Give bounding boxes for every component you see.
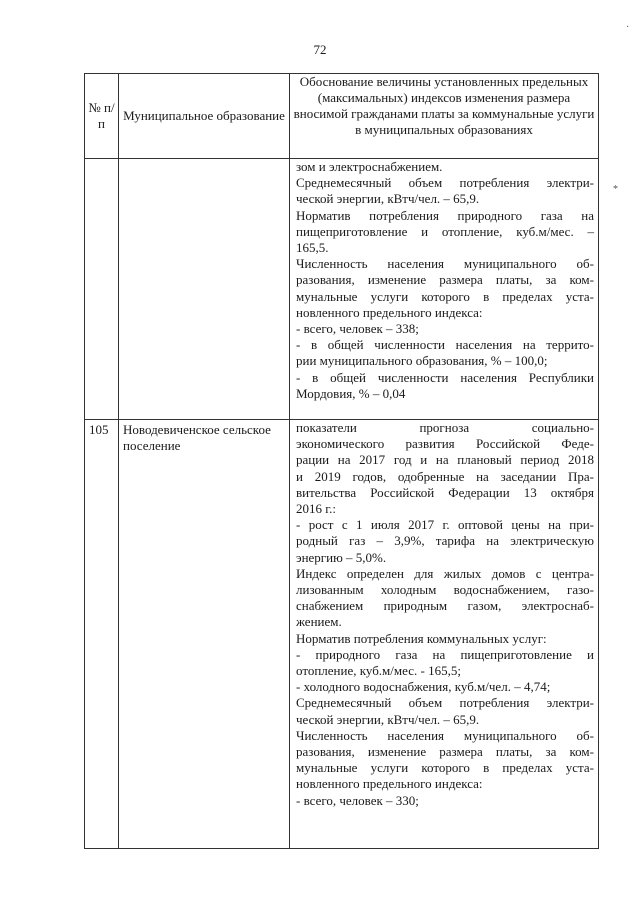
text-line: жением. (296, 614, 342, 630)
text-line: снабжением природным газом, электроснаб- (296, 598, 594, 614)
text-line: рии муниципального образования, % – 100,0; (296, 353, 548, 369)
text-line: зом и электроснабжением. (296, 159, 443, 174)
indices-table (84, 73, 599, 849)
text-line: 165,5. (296, 240, 329, 256)
scan-speck: * (613, 184, 618, 195)
text-line: - природного газа на пищеприготовление и (296, 646, 594, 662)
text-line: Мордовия, % – 0,04 (296, 385, 406, 401)
text-line: ческой энергии, кВтч/чел. – 65,9. (296, 191, 480, 207)
row-municipality (119, 159, 290, 420)
text-line: отопление, куб.м/мес. - 165,5; (296, 663, 461, 679)
text-line: разования, изменение размера платы, за ком- (296, 744, 594, 760)
header-municipality (119, 74, 290, 159)
text-line: Норматив потребления коммунальных услуг: (296, 630, 547, 646)
scan-speck: · (626, 22, 630, 33)
text-line: рации на 2017 год и на плановый период 2018 (296, 452, 594, 468)
text-line: новленного предельного индекса: (296, 776, 483, 792)
text-line: мунальные услуги которого в пределах уста- (296, 760, 594, 776)
text-line: Индекс определен для жилых домов с центра- (296, 565, 594, 581)
text-line: и 2019 годов, одобренные на заседании Пра- (296, 468, 594, 484)
page-number: 72 (313, 42, 327, 57)
header-municipality-label: Муниципальное образование (123, 108, 285, 123)
text-line: Численность населения муниципального об- (296, 727, 594, 743)
text-line: Среднемесячный объем потребления электри- (296, 695, 594, 711)
text-line: - в общей численности населения на террито- (296, 337, 594, 353)
text-line: - всего, человек – 330; (296, 792, 419, 808)
text-line: - всего, человек – 338; (296, 321, 419, 337)
header-justification: Обоснование величины установленных предельных (максимальных) индексов изменения размера вносимой гражданами платы за коммунальные услуги в муниципальных образованиях (290, 74, 599, 159)
row-justification (290, 159, 599, 420)
text-line: лизованным холодным водоснабжением, газо- (296, 582, 594, 598)
text-line: показатели прогноза социально- (296, 420, 594, 435)
text-line: разования, изменение размера платы, за ком- (296, 272, 594, 288)
table-row (85, 159, 599, 420)
row-justification (290, 420, 599, 849)
text-line: мунальные услуги которого в пределах уста- (296, 288, 594, 304)
header-num-label: № п/п (88, 100, 115, 131)
text-line: родный газ – 3,9%, тарифа на электрическую (296, 533, 594, 549)
text-line: - холодного водоснабжения, куб.м/чел. – 4,74; (296, 679, 551, 695)
text-line: Численность населения муниципального об- (296, 256, 594, 272)
table-row (85, 420, 599, 849)
text-line: новленного предельного индекса: (296, 304, 483, 320)
text-line: - рост с 1 июля 2017 г. оптовой цены на при- (296, 517, 594, 533)
text-line: Норматив потребления природного газа на (296, 207, 594, 223)
text-line: Среднемесячный объем потребления электри- (296, 175, 594, 191)
text-line: экономического развития Российской Феде- (296, 436, 594, 452)
text-line: - в общей численности населения Республики (296, 369, 594, 385)
row-num (85, 159, 119, 420)
text-line: ческой энергии, кВтч/чел. – 65,9. (296, 711, 480, 727)
header-num (85, 74, 119, 159)
text-line: вительства Российской Федерации 13 октября (296, 484, 594, 500)
text-line: пищеприготовление и отопление, куб.м/мес. – (296, 223, 594, 239)
row-num: 105 (85, 420, 119, 849)
text-line: 2016 г.: (296, 501, 336, 517)
text-line: энергию – 5,0%. (296, 549, 387, 565)
row-municipality: Новодевиченское сельское поселение (119, 420, 290, 849)
table-header-row (85, 74, 599, 159)
